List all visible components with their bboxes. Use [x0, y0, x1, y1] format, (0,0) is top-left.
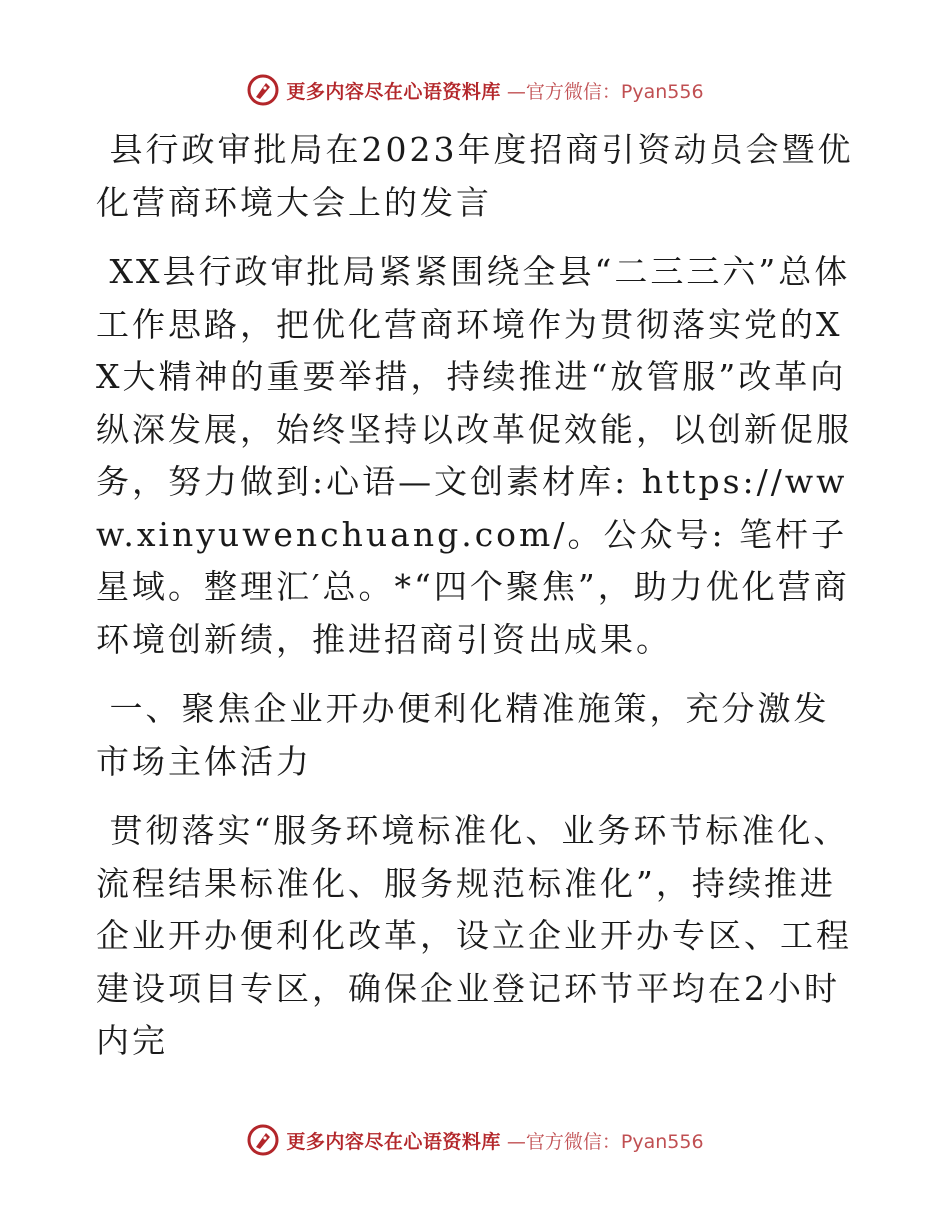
- watermark-text: 更多内容尽在心语资料库: [286, 80, 501, 103]
- red-pen-nib-logo-icon: [246, 73, 280, 107]
- section-heading-1: 一、聚焦企业开办便利化精准施策，充分激发市场主体活力: [96, 689, 830, 781]
- watermark-banner-top: [0, 70, 950, 110]
- document-title: 县行政审批局在2023年度招商引资动员会暨优化营商环境大会上的发言: [96, 130, 854, 222]
- watermark-suffix: —官方微信：Pyan556: [506, 80, 704, 103]
- document-body: [96, 124, 856, 1068]
- watermark-suffix: —官方微信：Pyan556: [506, 1130, 704, 1153]
- paragraph-section-1: 贯彻落实“服务环境标准化、业务环节标准化、流程结果标准化、服务规范标准化”，持续推进企业开办便利化改革，设立企业开办专区、工程建设项目专区，确保企业登记环节平均在2小时内完: [96, 811, 852, 1060]
- watermark-banner-bottom: [0, 1120, 950, 1160]
- paragraph-intro: XX县行政审批局紧紧围绕全县“二三三六”总体工作思路，把优化营商环境作为贯彻落实党的XX大精神的重要举措，持续推进“放管服”改革向纵深发展，始终坚持以改革促效能，以创新促服务，努力做到:心语—文创素材库: https://www.xinyuwenchuang.com/。公众号: 笔杆子星域。整理汇′总。*“四个聚焦”，助力优化营商环境创新绩，推进招商引资出成果。: [96, 252, 852, 659]
- watermark-text: 更多内容尽在心语资料库: [286, 1130, 501, 1153]
- red-pen-nib-logo-icon: [246, 1123, 280, 1157]
